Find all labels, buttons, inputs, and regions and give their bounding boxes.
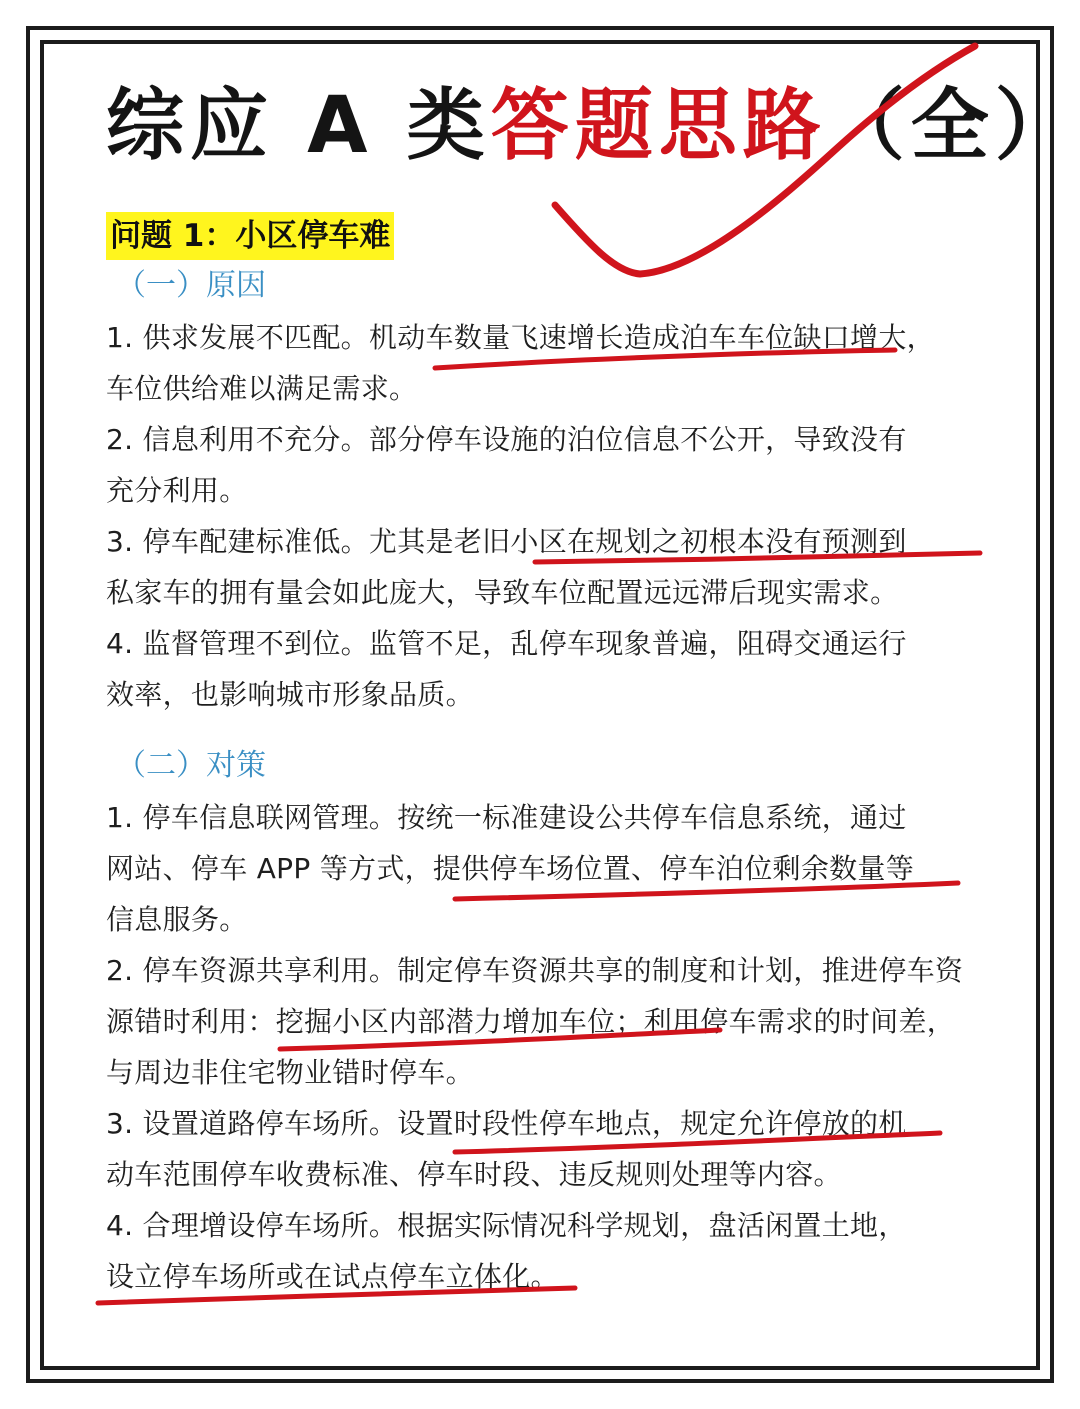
body-line: 充分利用。: [106, 474, 248, 507]
body-line: 3. 停车配建标准低。尤其是老旧小区在规划之初根本没有预测到: [106, 525, 907, 558]
underline-stroke: [455, 883, 958, 899]
body-line: 动车范围停车收费标准、停车时段、违反规则处理等内容。: [106, 1158, 842, 1191]
section-heading-causes: （一）原因: [116, 268, 266, 303]
body-line: 1. 供求发展不匹配。机动车数量飞速增长造成泊车车位缺口增大，: [106, 321, 935, 354]
body-line: 3. 设置道路停车场所。设置时段性停车地点，规定允许停放的机: [106, 1107, 907, 1140]
body-line: 与周边非住宅物业错时停车。: [106, 1056, 474, 1089]
section-heading-measures: （二）对策: [116, 748, 266, 783]
body-line: 1. 停车信息联网管理。按统一标准建设公共停车信息系统，通过: [106, 801, 907, 834]
body-line: 效率，也影响城市形象品质。: [106, 678, 474, 711]
question-heading: 问题 1：小区停车难: [106, 212, 394, 260]
body-line: 信息服务。: [106, 903, 248, 936]
underline-stroke: [435, 350, 895, 368]
body-line: 网站、停车 APP 等方式，提供停车场位置、停车泊位剩余数量等: [106, 852, 915, 885]
body-line: 4. 合理增设停车场所。根据实际情况科学规划，盘活闲置土地，: [106, 1209, 907, 1242]
body-line: 2. 信息利用不充分。部分停车设施的泊位信息不公开，导致没有: [106, 423, 907, 456]
title-suffix: （全）: [826, 81, 1079, 171]
underline-stroke: [455, 1133, 940, 1152]
body-line: 设立停车场所或在试点停车立体化。: [106, 1260, 559, 1293]
underline-stroke: [280, 1030, 720, 1049]
underline-stroke: [98, 1288, 575, 1303]
body-line: 4. 监督管理不到位。监管不足，乱停车现象普遍，阻碍交通运行: [106, 627, 907, 660]
checkmark-stroke: [555, 46, 975, 274]
title-highlight: 答题思路: [490, 81, 827, 171]
underline-stroke: [535, 553, 980, 562]
body-line: 2. 停车资源共享利用。制定停车资源共享的制度和计划，推进停车资: [106, 954, 964, 987]
title-prefix: 综应 A 类: [106, 81, 491, 171]
body-line: 车位供给难以满足需求。: [106, 372, 418, 405]
body-line: 源错时利用：挖掘小区内部潜力增加车位；利用停车需求的时间差，: [106, 1005, 956, 1038]
body-line: 私家车的拥有量会如此庞大，导致车位配置远远滞后现实需求。: [106, 576, 899, 609]
